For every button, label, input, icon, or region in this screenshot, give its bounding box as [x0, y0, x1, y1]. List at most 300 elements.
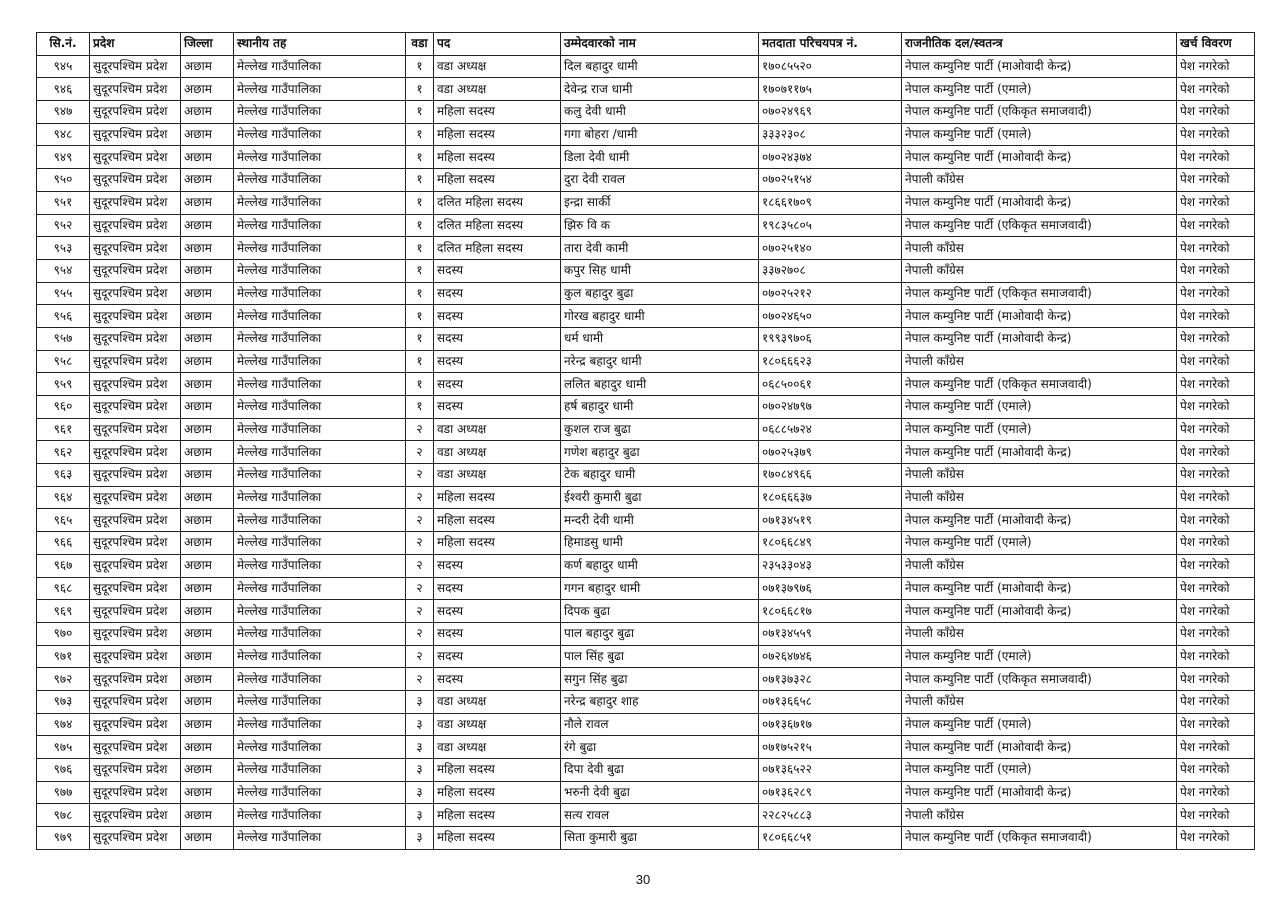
- cell-serial: ९४९: [37, 146, 90, 169]
- cell-local-level: मेल्लेख गाउँपालिका: [234, 237, 406, 260]
- cell-voter-id: ०७०२४७९७: [759, 396, 902, 419]
- cell-candidate-name: गगा बोहरा /धामी: [561, 123, 759, 146]
- cell-district: अछाम: [181, 441, 234, 464]
- cell-serial: ९६०: [37, 396, 90, 419]
- cell-serial: ९७१: [37, 645, 90, 668]
- cell-serial: ९७७: [37, 781, 90, 804]
- cell-local-level: मेल्लेख गाउँपालिका: [234, 396, 406, 419]
- table-row: [37, 464, 1255, 487]
- cell-district: अछाम: [181, 214, 234, 237]
- cell-province: सुदूरपश्चिम प्रदेश: [90, 191, 181, 214]
- table-row: [37, 214, 1255, 237]
- cell-voter-id: ०७२६४७४६: [759, 645, 902, 668]
- cell-post: महिला सदस्य: [434, 486, 561, 509]
- cell-district: अछाम: [181, 78, 234, 101]
- cell-district: अछाम: [181, 327, 234, 350]
- cell-ward: १: [406, 259, 434, 282]
- cell-local-level: मेल्लेख गाउँपालिका: [234, 464, 406, 487]
- cell-expense: पेश नगरेको: [1177, 441, 1255, 464]
- cell-voter-id: १८०६६८४९: [759, 532, 902, 555]
- cell-district: अछाम: [181, 146, 234, 169]
- cell-expense: पेश नगरेको: [1177, 486, 1255, 509]
- cell-ward: १: [406, 305, 434, 328]
- cell-party: नेपाली काँग्रेस: [902, 554, 1177, 577]
- cell-expense: पेश नगरेको: [1177, 101, 1255, 124]
- cell-serial: ९५६: [37, 305, 90, 328]
- cell-party: नेपाल कम्युनिष्ट पार्टी (माओवादी केन्द्र): [902, 305, 1177, 328]
- cell-post: महिला सदस्य: [434, 101, 561, 124]
- cell-post: सदस्य: [434, 645, 561, 668]
- cell-party: नेपाली काँग्रेस: [902, 350, 1177, 373]
- cell-expense: पेश नगरेको: [1177, 509, 1255, 532]
- cell-local-level: मेल्लेख गाउँपालिका: [234, 781, 406, 804]
- cell-expense: पेश नगरेको: [1177, 418, 1255, 441]
- cell-voter-id: ०७१३४५१९: [759, 509, 902, 532]
- cell-post: सदस्य: [434, 282, 561, 305]
- cell-local-level: मेल्लेख गाउँपालिका: [234, 713, 406, 736]
- cell-voter-id: ०६८८५७२४: [759, 418, 902, 441]
- cell-expense: पेश नगरेको: [1177, 237, 1255, 260]
- cell-expense: पेश नगरेको: [1177, 554, 1255, 577]
- cell-party: नेपाल कम्युनिष्ट पार्टी (एकिकृत समाजवादी): [902, 214, 1177, 237]
- cell-province: सुदूरपश्चिम प्रदेश: [90, 668, 181, 691]
- table-row: [37, 441, 1255, 464]
- cell-ward: २: [406, 509, 434, 532]
- table-row: [37, 191, 1255, 214]
- cell-post: महिला सदस्य: [434, 759, 561, 782]
- table-row: [37, 101, 1255, 124]
- cell-district: अछाम: [181, 532, 234, 555]
- cell-party: नेपाल कम्युनिष्ट पार्टी (माओवादी केन्द्र): [902, 781, 1177, 804]
- header-district: जिल्ला: [181, 33, 234, 56]
- table-row: [37, 237, 1255, 260]
- cell-voter-id: ०६८५००६१: [759, 373, 902, 396]
- cell-local-level: मेल्लेख गाउँपालिका: [234, 305, 406, 328]
- cell-candidate-name: ललित बहादुर धामी: [561, 373, 759, 396]
- cell-candidate-name: धर्म धामी: [561, 327, 759, 350]
- cell-party: नेपाल कम्युनिष्ट पार्टी (माओवादी केन्द्र): [902, 146, 1177, 169]
- header-party: राजनीतिक दल/स्वतन्त्र: [902, 33, 1177, 56]
- cell-post: वडा अध्यक्ष: [434, 736, 561, 759]
- cell-local-level: मेल्लेख गाउँपालिका: [234, 441, 406, 464]
- cell-candidate-name: हर्ष बहादुर धामी: [561, 396, 759, 419]
- cell-local-level: मेल्लेख गाउँपालिका: [234, 101, 406, 124]
- cell-post: सदस्य: [434, 259, 561, 282]
- cell-post: वडा अध्यक्ष: [434, 55, 561, 78]
- cell-voter-id: ३३७२७०८: [759, 259, 902, 282]
- cell-post: महिला सदस्य: [434, 827, 561, 850]
- cell-local-level: मेल्लेख गाउँपालिका: [234, 282, 406, 305]
- cell-party: नेपाल कम्युनिष्ट पार्टी (एमाले): [902, 418, 1177, 441]
- cell-expense: पेश नगरेको: [1177, 713, 1255, 736]
- cell-ward: १: [406, 282, 434, 305]
- table-row: [37, 554, 1255, 577]
- cell-district: अछाम: [181, 418, 234, 441]
- cell-province: सुदूरपश्चिम प्रदेश: [90, 736, 181, 759]
- cell-district: अछाम: [181, 554, 234, 577]
- cell-party: नेपाली काँग्रेस: [902, 690, 1177, 713]
- cell-province: सुदूरपश्चिम प्रदेश: [90, 55, 181, 78]
- cell-party: नेपाल कम्युनिष्ट पार्टी (माओवादी केन्द्र): [902, 441, 1177, 464]
- cell-expense: पेश नगरेको: [1177, 282, 1255, 305]
- cell-province: सुदूरपश्चिम प्रदेश: [90, 690, 181, 713]
- cell-province: सुदूरपश्चिम प्रदेश: [90, 123, 181, 146]
- cell-district: अछाम: [181, 827, 234, 850]
- cell-party: नेपाल कम्युनिष्ट पार्टी (एमाले): [902, 396, 1177, 419]
- cell-district: अछाम: [181, 486, 234, 509]
- cell-local-level: मेल्लेख गाउँपालिका: [234, 690, 406, 713]
- header-expense: खर्च विवरण: [1177, 33, 1255, 56]
- cell-expense: पेश नगरेको: [1177, 736, 1255, 759]
- cell-candidate-name: गोरख बहादुर धामी: [561, 305, 759, 328]
- cell-expense: पेश नगरेको: [1177, 690, 1255, 713]
- cell-serial: ९७०: [37, 622, 90, 645]
- table-row: [37, 600, 1255, 623]
- cell-voter-id: १८०६६६२३: [759, 350, 902, 373]
- cell-voter-id: ०७०२५२१२: [759, 282, 902, 305]
- cell-province: सुदूरपश्चिम प्रदेश: [90, 305, 181, 328]
- cell-candidate-name: नरेन्द्र बहादुर धामी: [561, 350, 759, 373]
- cell-district: अछाम: [181, 645, 234, 668]
- cell-ward: १: [406, 169, 434, 192]
- cell-party: नेपाल कम्युनिष्ट पार्टी (एकिकृत समाजवादी): [902, 373, 1177, 396]
- cell-candidate-name: तारा देवी कामी: [561, 237, 759, 260]
- cell-party: नेपाल कम्युनिष्ट पार्टी (एमाले): [902, 759, 1177, 782]
- cell-post: सदस्य: [434, 327, 561, 350]
- cell-voter-id: ०७१३६७१७: [759, 713, 902, 736]
- cell-district: अछाम: [181, 600, 234, 623]
- table-row: [37, 146, 1255, 169]
- cell-expense: पेश नगरेको: [1177, 600, 1255, 623]
- cell-candidate-name: कपुर सिह धामी: [561, 259, 759, 282]
- cell-expense: पेश नगरेको: [1177, 827, 1255, 850]
- cell-district: अछाम: [181, 713, 234, 736]
- cell-party: नेपाल कम्युनिष्ट पार्टी (माओवादी केन्द्र): [902, 577, 1177, 600]
- cell-ward: ३: [406, 713, 434, 736]
- cell-ward: १: [406, 396, 434, 419]
- cell-expense: पेश नगरेको: [1177, 804, 1255, 827]
- cell-serial: ९५५: [37, 282, 90, 305]
- cell-post: सदस्य: [434, 668, 561, 691]
- cell-province: सुदूरपश्चिम प्रदेश: [90, 486, 181, 509]
- cell-post: महिला सदस्य: [434, 532, 561, 555]
- table-row: [37, 259, 1255, 282]
- cell-province: सुदूरपश्चिम प्रदेश: [90, 78, 181, 101]
- cell-post: सदस्य: [434, 577, 561, 600]
- cell-local-level: मेल्लेख गाउँपालिका: [234, 759, 406, 782]
- cell-candidate-name: दिपा देवी बुढा: [561, 759, 759, 782]
- cell-party: नेपाली काँग्रेस: [902, 804, 1177, 827]
- cell-post: सदस्य: [434, 373, 561, 396]
- cell-district: अछाम: [181, 577, 234, 600]
- table-row: [37, 486, 1255, 509]
- cell-voter-id: १७०८५५२०: [759, 55, 902, 78]
- cell-province: सुदूरपश्चिम प्रदेश: [90, 350, 181, 373]
- cell-serial: ९६५: [37, 509, 90, 532]
- cell-ward: २: [406, 532, 434, 555]
- cell-voter-id: २२८२५८८३: [759, 804, 902, 827]
- cell-voter-id: २३५३३०४३: [759, 554, 902, 577]
- header-row: [37, 33, 1255, 56]
- header-province: प्रदेश: [90, 33, 181, 56]
- cell-local-level: मेल्लेख गाउँपालिका: [234, 486, 406, 509]
- cell-district: अछाम: [181, 759, 234, 782]
- cell-party: नेपाल कम्युनिष्ट पार्टी (एकिकृत समाजवादी): [902, 827, 1177, 850]
- cell-post: वडा अध्यक्ष: [434, 418, 561, 441]
- cell-voter-id: ०७०२५१४०: [759, 237, 902, 260]
- cell-district: अछाम: [181, 781, 234, 804]
- cell-post: सदस्य: [434, 396, 561, 419]
- cell-candidate-name: नौले रावल: [561, 713, 759, 736]
- header-candidate-name: उम्मेदवारको नाम: [561, 33, 759, 56]
- cell-serial: ९७६: [37, 759, 90, 782]
- cell-local-level: मेल्लेख गाउँपालिका: [234, 418, 406, 441]
- table-row: [37, 418, 1255, 441]
- cell-post: महिला सदस्य: [434, 123, 561, 146]
- cell-party: नेपाल कम्युनिष्ट पार्टी (एकिकृत समाजवादी): [902, 668, 1177, 691]
- cell-local-level: मेल्लेख गाउँपालिका: [234, 214, 406, 237]
- cell-ward: ३: [406, 736, 434, 759]
- cell-serial: ९६२: [37, 441, 90, 464]
- cell-district: अछाम: [181, 622, 234, 645]
- cell-province: सुदूरपश्चिम प्रदेश: [90, 509, 181, 532]
- cell-serial: ९६८: [37, 577, 90, 600]
- cell-post: दलित महिला सदस्य: [434, 191, 561, 214]
- table-row: [37, 668, 1255, 691]
- cell-serial: ९६४: [37, 486, 90, 509]
- cell-expense: पेश नगरेको: [1177, 78, 1255, 101]
- cell-candidate-name: कुशल राज बुढा: [561, 418, 759, 441]
- cell-district: अछाम: [181, 305, 234, 328]
- cell-party: नेपाल कम्युनिष्ट पार्टी (माओवादी केन्द्र): [902, 191, 1177, 214]
- cell-expense: पेश नगरेको: [1177, 350, 1255, 373]
- cell-ward: ३: [406, 804, 434, 827]
- cell-serial: ९७३: [37, 690, 90, 713]
- cell-post: महिला सदस्य: [434, 169, 561, 192]
- cell-province: सुदूरपश्चिम प्रदेश: [90, 532, 181, 555]
- cell-candidate-name: सगुन सिंह बुढा: [561, 668, 759, 691]
- cell-voter-id: १८०६६८१७: [759, 600, 902, 623]
- cell-province: सुदूरपश्चिम प्रदेश: [90, 146, 181, 169]
- table-row: [37, 690, 1255, 713]
- cell-ward: १: [406, 78, 434, 101]
- cell-serial: ९७४: [37, 713, 90, 736]
- cell-district: अछाम: [181, 373, 234, 396]
- header-post: पद: [434, 33, 561, 56]
- cell-district: अछाम: [181, 282, 234, 305]
- cell-candidate-name: दिपक बुढा: [561, 600, 759, 623]
- cell-district: अछाम: [181, 690, 234, 713]
- cell-voter-id: १८०६६६३७: [759, 486, 902, 509]
- cell-post: दलित महिला सदस्य: [434, 237, 561, 260]
- cell-serial: ९७५: [37, 736, 90, 759]
- cell-expense: पेश नगरेको: [1177, 373, 1255, 396]
- cell-province: सुदूरपश्चिम प्रदेश: [90, 101, 181, 124]
- cell-voter-id: ०७०२५१५४: [759, 169, 902, 192]
- cell-post: महिला सदस्य: [434, 509, 561, 532]
- cell-post: वडा अध्यक्ष: [434, 441, 561, 464]
- cell-party: नेपाल कम्युनिष्ट पार्टी (माओवादी केन्द्र): [902, 55, 1177, 78]
- cell-party: नेपाली काँग्रेस: [902, 464, 1177, 487]
- cell-expense: पेश नगरेको: [1177, 532, 1255, 555]
- cell-local-level: मेल्लेख गाउँपालिका: [234, 736, 406, 759]
- cell-serial: ९७९: [37, 827, 90, 850]
- cell-post: महिला सदस्य: [434, 804, 561, 827]
- cell-voter-id: १७०८४९६६: [759, 464, 902, 487]
- cell-post: सदस्य: [434, 350, 561, 373]
- cell-expense: पेश नगरेको: [1177, 259, 1255, 282]
- cell-party: नेपाली काँग्रेस: [902, 259, 1177, 282]
- cell-voter-id: ०७०२४६५०: [759, 305, 902, 328]
- table-row: [37, 759, 1255, 782]
- cell-local-level: मेल्लेख गाउँपालिका: [234, 554, 406, 577]
- cell-expense: पेश नगरेको: [1177, 645, 1255, 668]
- cell-local-level: मेल्लेख गाउँपालिका: [234, 645, 406, 668]
- cell-expense: पेश नगरेको: [1177, 169, 1255, 192]
- cell-party: नेपाल कम्युनिष्ट पार्टी (माओवादी केन्द्र): [902, 600, 1177, 623]
- cell-serial: ९५८: [37, 350, 90, 373]
- cell-post: वडा अध्यक्ष: [434, 713, 561, 736]
- cell-district: अछाम: [181, 55, 234, 78]
- cell-expense: पेश नगरेको: [1177, 464, 1255, 487]
- cell-ward: १: [406, 55, 434, 78]
- cell-district: अछाम: [181, 237, 234, 260]
- cell-voter-id: ३३३२३०८: [759, 123, 902, 146]
- cell-district: अछाम: [181, 464, 234, 487]
- cell-expense: पेश नगरेको: [1177, 146, 1255, 169]
- cell-serial: ९७२: [37, 668, 90, 691]
- table-row: [37, 55, 1255, 78]
- cell-ward: १: [406, 327, 434, 350]
- cell-ward: १: [406, 146, 434, 169]
- cell-candidate-name: पाल सिंह बुढा: [561, 645, 759, 668]
- cell-ward: २: [406, 668, 434, 691]
- cell-candidate-name: कुल बहादुर बुढा: [561, 282, 759, 305]
- cell-local-level: मेल्लेख गाउँपालिका: [234, 532, 406, 555]
- cell-ward: २: [406, 441, 434, 464]
- cell-voter-id: ०७१७५२१५: [759, 736, 902, 759]
- cell-candidate-name: ईश्वरी कुमारी बुढा: [561, 486, 759, 509]
- cell-expense: पेश नगरेको: [1177, 327, 1255, 350]
- cell-province: सुदूरपश्चिम प्रदेश: [90, 396, 181, 419]
- cell-local-level: मेल्लेख गाउँपालिका: [234, 577, 406, 600]
- cell-voter-id: ०७१३६२८९: [759, 781, 902, 804]
- cell-ward: २: [406, 622, 434, 645]
- cell-candidate-name: देवेन्द्र राज धामी: [561, 78, 759, 101]
- table-row: [37, 327, 1255, 350]
- table-row: [37, 350, 1255, 373]
- cell-province: सुदूरपश्चिम प्रदेश: [90, 759, 181, 782]
- cell-province: सुदूरपश्चिम प्रदेश: [90, 282, 181, 305]
- cell-province: सुदूरपश्चिम प्रदेश: [90, 804, 181, 827]
- cell-serial: ९४८: [37, 123, 90, 146]
- header-ward: वडा: [406, 33, 434, 56]
- cell-post: सदस्य: [434, 600, 561, 623]
- cell-party: नेपाल कम्युनिष्ट पार्टी (एकिकृत समाजवादी): [902, 101, 1177, 124]
- cell-local-level: मेल्लेख गाउँपालिका: [234, 804, 406, 827]
- cell-local-level: मेल्लेख गाउँपालिका: [234, 622, 406, 645]
- cell-post: महिला सदस्य: [434, 146, 561, 169]
- cell-party: नेपाली काँग्रेस: [902, 486, 1177, 509]
- cell-province: सुदूरपश्चिम प्रदेश: [90, 418, 181, 441]
- table-row: [37, 123, 1255, 146]
- cell-candidate-name: टेक बहादुर धामी: [561, 464, 759, 487]
- cell-voter-id: ०७१३६६५८: [759, 690, 902, 713]
- table-row: [37, 736, 1255, 759]
- cell-party: नेपाल कम्युनिष्ट पार्टी (एमाले): [902, 645, 1177, 668]
- cell-serial: ९५७: [37, 327, 90, 350]
- cell-local-level: मेल्लेख गाउँपालिका: [234, 827, 406, 850]
- cell-district: अछाम: [181, 169, 234, 192]
- cell-district: अछाम: [181, 509, 234, 532]
- cell-serial: ९४६: [37, 78, 90, 101]
- cell-party: नेपाली काँग्रेस: [902, 622, 1177, 645]
- cell-candidate-name: इन्द्रा सार्की: [561, 191, 759, 214]
- cell-voter-id: १८०६६८५१: [759, 827, 902, 850]
- cell-province: सुदूरपश्चिम प्रदेश: [90, 464, 181, 487]
- cell-party: नेपाल कम्युनिष्ट पार्टी (माओवादी केन्द्र): [902, 509, 1177, 532]
- cell-province: सुदूरपश्चिम प्रदेश: [90, 259, 181, 282]
- cell-ward: १: [406, 237, 434, 260]
- table-row: [37, 282, 1255, 305]
- cell-expense: पेश नगरेको: [1177, 622, 1255, 645]
- cell-serial: ९४७: [37, 101, 90, 124]
- cell-voter-id: १७०७११७५: [759, 78, 902, 101]
- cell-candidate-name: गगन बहादुर धामी: [561, 577, 759, 600]
- cell-candidate-name: दिल बहादुर धामी: [561, 55, 759, 78]
- cell-local-level: मेल्लेख गाउँपालिका: [234, 350, 406, 373]
- cell-post: वडा अध्यक्ष: [434, 690, 561, 713]
- cell-local-level: मेल्लेख गाउँपालिका: [234, 600, 406, 623]
- cell-ward: २: [406, 418, 434, 441]
- table-row: [37, 827, 1255, 850]
- cell-province: सुदूरपश्चिम प्रदेश: [90, 622, 181, 645]
- candidate-expense-table: [36, 32, 1255, 850]
- cell-party: नेपाली काँग्रेस: [902, 237, 1177, 260]
- cell-ward: २: [406, 464, 434, 487]
- cell-party: नेपाल कम्युनिष्ट पार्टी (एमाले): [902, 123, 1177, 146]
- cell-ward: २: [406, 554, 434, 577]
- cell-voter-id: १९९३९७०६: [759, 327, 902, 350]
- cell-province: सुदूरपश्चिम प्रदेश: [90, 441, 181, 464]
- cell-post: सदस्य: [434, 554, 561, 577]
- cell-district: अछाम: [181, 804, 234, 827]
- cell-post: सदस्य: [434, 622, 561, 645]
- cell-expense: पेश नगरेको: [1177, 668, 1255, 691]
- cell-ward: १: [406, 123, 434, 146]
- cell-candidate-name: रंगे बुढा: [561, 736, 759, 759]
- cell-party: नेपाली काँग्रेस: [902, 169, 1177, 192]
- table-row: [37, 509, 1255, 532]
- cell-candidate-name: हिमाडसु धामी: [561, 532, 759, 555]
- cell-serial: ९५३: [37, 237, 90, 260]
- cell-province: सुदूरपश्चिम प्रदेश: [90, 327, 181, 350]
- cell-province: सुदूरपश्चिम प्रदेश: [90, 600, 181, 623]
- cell-ward: १: [406, 191, 434, 214]
- cell-province: सुदूरपश्चिम प्रदेश: [90, 169, 181, 192]
- cell-party: नेपाल कम्युनिष्ट पार्टी (एमाले): [902, 713, 1177, 736]
- cell-candidate-name: दुरा देवी रावल: [561, 169, 759, 192]
- cell-candidate-name: कर्ण बहादुर धामी: [561, 554, 759, 577]
- cell-province: सुदूरपश्चिम प्रदेश: [90, 645, 181, 668]
- cell-local-level: मेल्लेख गाउँपालिका: [234, 373, 406, 396]
- cell-party: नेपाल कम्युनिष्ट पार्टी (एकिकृत समाजवादी): [902, 282, 1177, 305]
- cell-province: सुदूरपश्चिम प्रदेश: [90, 713, 181, 736]
- cell-local-level: मेल्लेख गाउँपालिका: [234, 55, 406, 78]
- cell-local-level: मेल्लेख गाउँपालिका: [234, 259, 406, 282]
- cell-serial: ९७८: [37, 804, 90, 827]
- header-voter-id: मतदाता परिचयपत्र नं.: [759, 33, 902, 56]
